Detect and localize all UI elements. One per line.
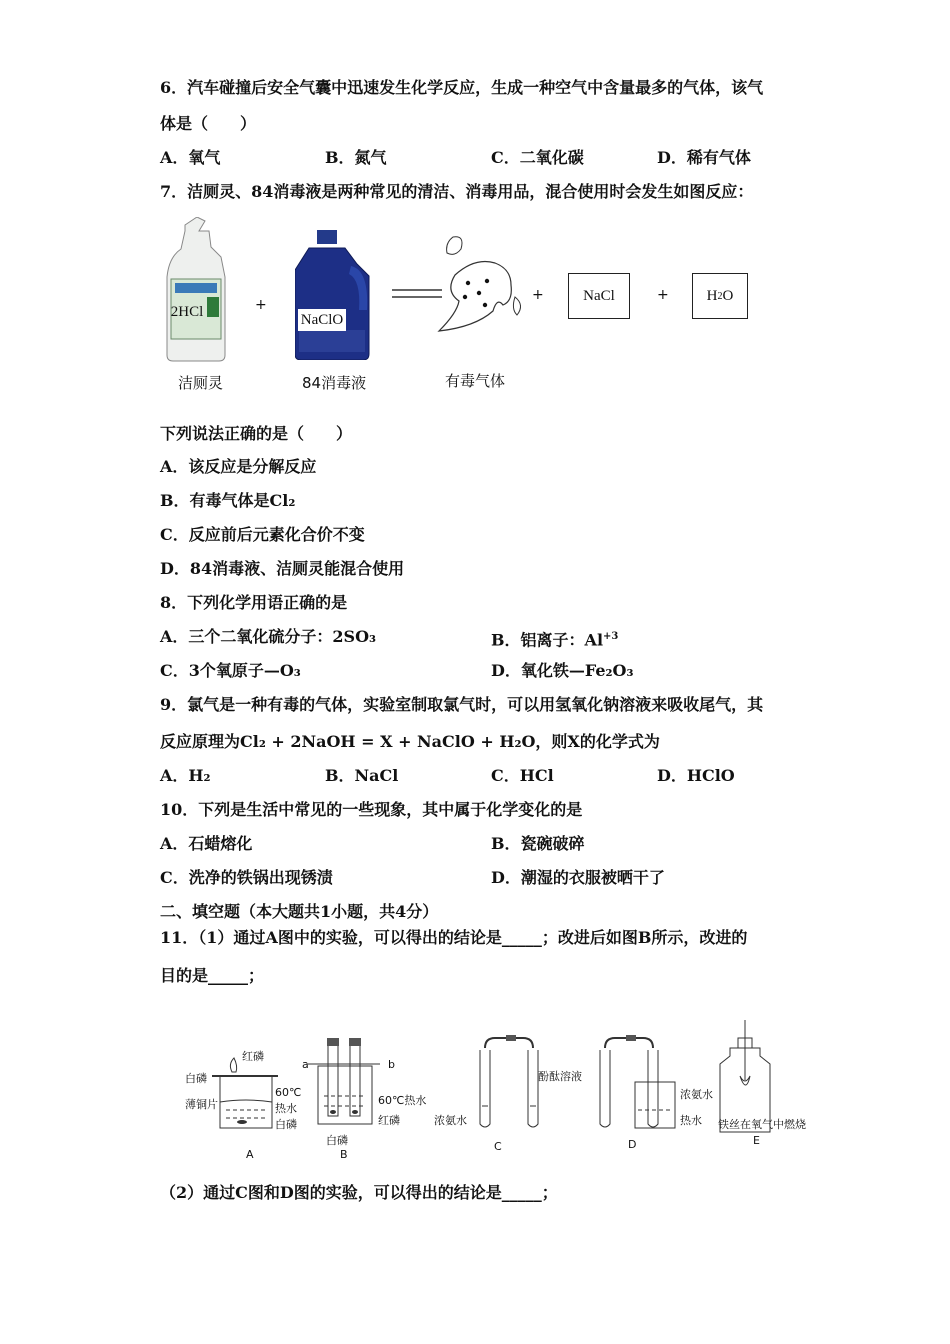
q10-option-d: D．潮湿的衣服被晒干了 xyxy=(491,868,665,887)
label-a-bailin: 白磷 xyxy=(185,1072,207,1085)
q9-option-c: C．HCl xyxy=(491,766,554,785)
q8-stem: 8．下列化学用语正确的是 xyxy=(160,593,348,612)
q7-reaction-figure xyxy=(160,215,780,400)
q6-option-b: B．氮气 xyxy=(325,148,387,167)
q11-experiment-figure xyxy=(180,1020,830,1165)
label-a: A xyxy=(246,1148,254,1161)
label-a-honglin: 红磷 xyxy=(242,1050,264,1063)
bottle2-label: NaClO xyxy=(298,309,346,331)
water-sub: 2 xyxy=(717,290,723,302)
q11-part2: （2）通过C图和D图的实验，可以得出的结论是_____； xyxy=(160,1183,558,1202)
q6-option-a: A．氧气 xyxy=(160,148,221,167)
q6-option-c: C．二氧化碳 xyxy=(491,148,584,167)
q7-question: 下列说法正确的是（ ） xyxy=(160,424,353,443)
label-b-hot: 60℃热水 xyxy=(378,1094,427,1107)
q11-part1-line2: 目的是_____； xyxy=(160,966,265,985)
q7-option-a: A．该反应是分解反应 xyxy=(160,457,317,476)
q10-option-a: A．石蜡熔化 xyxy=(160,834,253,853)
q10-option-c: C．洗净的铁锅出现锈渍 xyxy=(160,868,333,887)
product-water-box xyxy=(692,273,748,319)
q11-part1-line1: 11．（1）通过A图中的实验，可以得出的结论是_____；改进后如图B所示，改进的 xyxy=(160,928,748,947)
q8-option-d: D．氧化铁—Fe₂O₃ xyxy=(491,661,634,680)
label-d-ammonia: 浓氨水 xyxy=(680,1088,713,1101)
q10-option-b: B．瓷碗破碎 xyxy=(491,834,585,853)
plus-sign-2: + xyxy=(532,287,544,303)
q9-stem-line2: 反应原理为Cl₂ + 2NaOH = X + NaClO + H₂O，则X的化学式为 xyxy=(160,732,660,751)
label-d-hot: 热水 xyxy=(680,1114,702,1127)
label-phenol: 酚酞溶液 xyxy=(538,1070,582,1083)
q7-option-d: D．84消毒液、洁厕灵能混合使用 xyxy=(160,559,405,578)
plus-sign-3: + xyxy=(657,287,669,303)
bottle2-caption: 84消毒液 xyxy=(302,374,367,392)
q7-option-b: B．有毒气体是Cl₂ xyxy=(160,491,296,510)
water-h: H xyxy=(706,287,718,304)
label-a-bailin2: 白磷 xyxy=(275,1118,297,1131)
label-b: B xyxy=(340,1148,348,1161)
label-b-b: b xyxy=(388,1058,395,1071)
q9-option-b: B．NaCl xyxy=(325,766,399,785)
plus-sign-1: + xyxy=(255,297,267,313)
q8-option-c: C．3个氧原子—O₃ xyxy=(160,661,301,680)
label-e-caption: 铁丝在氧气中燃烧 xyxy=(718,1118,806,1131)
label-d: D xyxy=(628,1138,637,1151)
q8-option-b xyxy=(491,627,618,650)
q10-stem: 10．下列是生活中常见的一些现象，其中属于化学变化的是 xyxy=(160,800,583,819)
q7-stem: 7．洁厕灵、84消毒液是两种常见的清洁、消毒用品，混合使用时会发生如图反应： xyxy=(160,182,754,201)
q9-stem-line1: 9．氯气是一种有毒的气体，实验室制取氯气时，可以用氢氧化钠溶液来吸收尾气，其 xyxy=(160,695,764,714)
label-a-hot2: 热水 xyxy=(275,1102,297,1115)
bottle1-caption: 洁厕灵 xyxy=(178,374,224,392)
water-o: O xyxy=(722,287,734,304)
q8-option-b-text: B．铝离子：Al xyxy=(491,630,604,650)
label-a-tong: 薄铜片 xyxy=(185,1098,218,1111)
q8-option-a: A．三个二氧化硫分子：2SO₃ xyxy=(160,627,377,646)
q9-option-d: D．HClO xyxy=(657,766,735,785)
label-b-honglin: 红磷 xyxy=(378,1114,400,1127)
bottle1-label: 2HCl xyxy=(170,303,204,320)
toilet-cleaner-bottle-icon xyxy=(165,217,230,362)
q6-stem-line2: 体是（ ） xyxy=(160,114,257,133)
q9-option-a: A．H₂ xyxy=(160,766,211,785)
label-a-hot: 60℃ xyxy=(275,1086,302,1099)
label-b-bailin: 白磷 xyxy=(326,1134,348,1147)
q6-option-d: D．稀有气体 xyxy=(657,148,751,167)
q7-option-c: C．反应前后元素化合价不变 xyxy=(160,525,365,544)
section2-heading: 二、填空题（本大题共1小题，共4分） xyxy=(160,902,439,921)
disinfectant-bottle-icon xyxy=(295,230,373,360)
toxic-gas-icon xyxy=(435,235,535,340)
product-nacl-box: NaCl xyxy=(568,273,630,319)
gas-caption: 有毒气体 xyxy=(445,372,506,390)
label-c-ammonia: 浓氨水 xyxy=(434,1114,467,1127)
q8-option-b-sup: +3 xyxy=(603,631,619,642)
label-c: C xyxy=(494,1140,502,1153)
label-e: E xyxy=(753,1134,760,1147)
label-b-a: a xyxy=(302,1058,309,1071)
q6-stem-line1: 6．汽车碰撞后安全气囊中迅速发生化学反应，生成一种空气中含量最多的气体，该气 xyxy=(160,78,764,97)
